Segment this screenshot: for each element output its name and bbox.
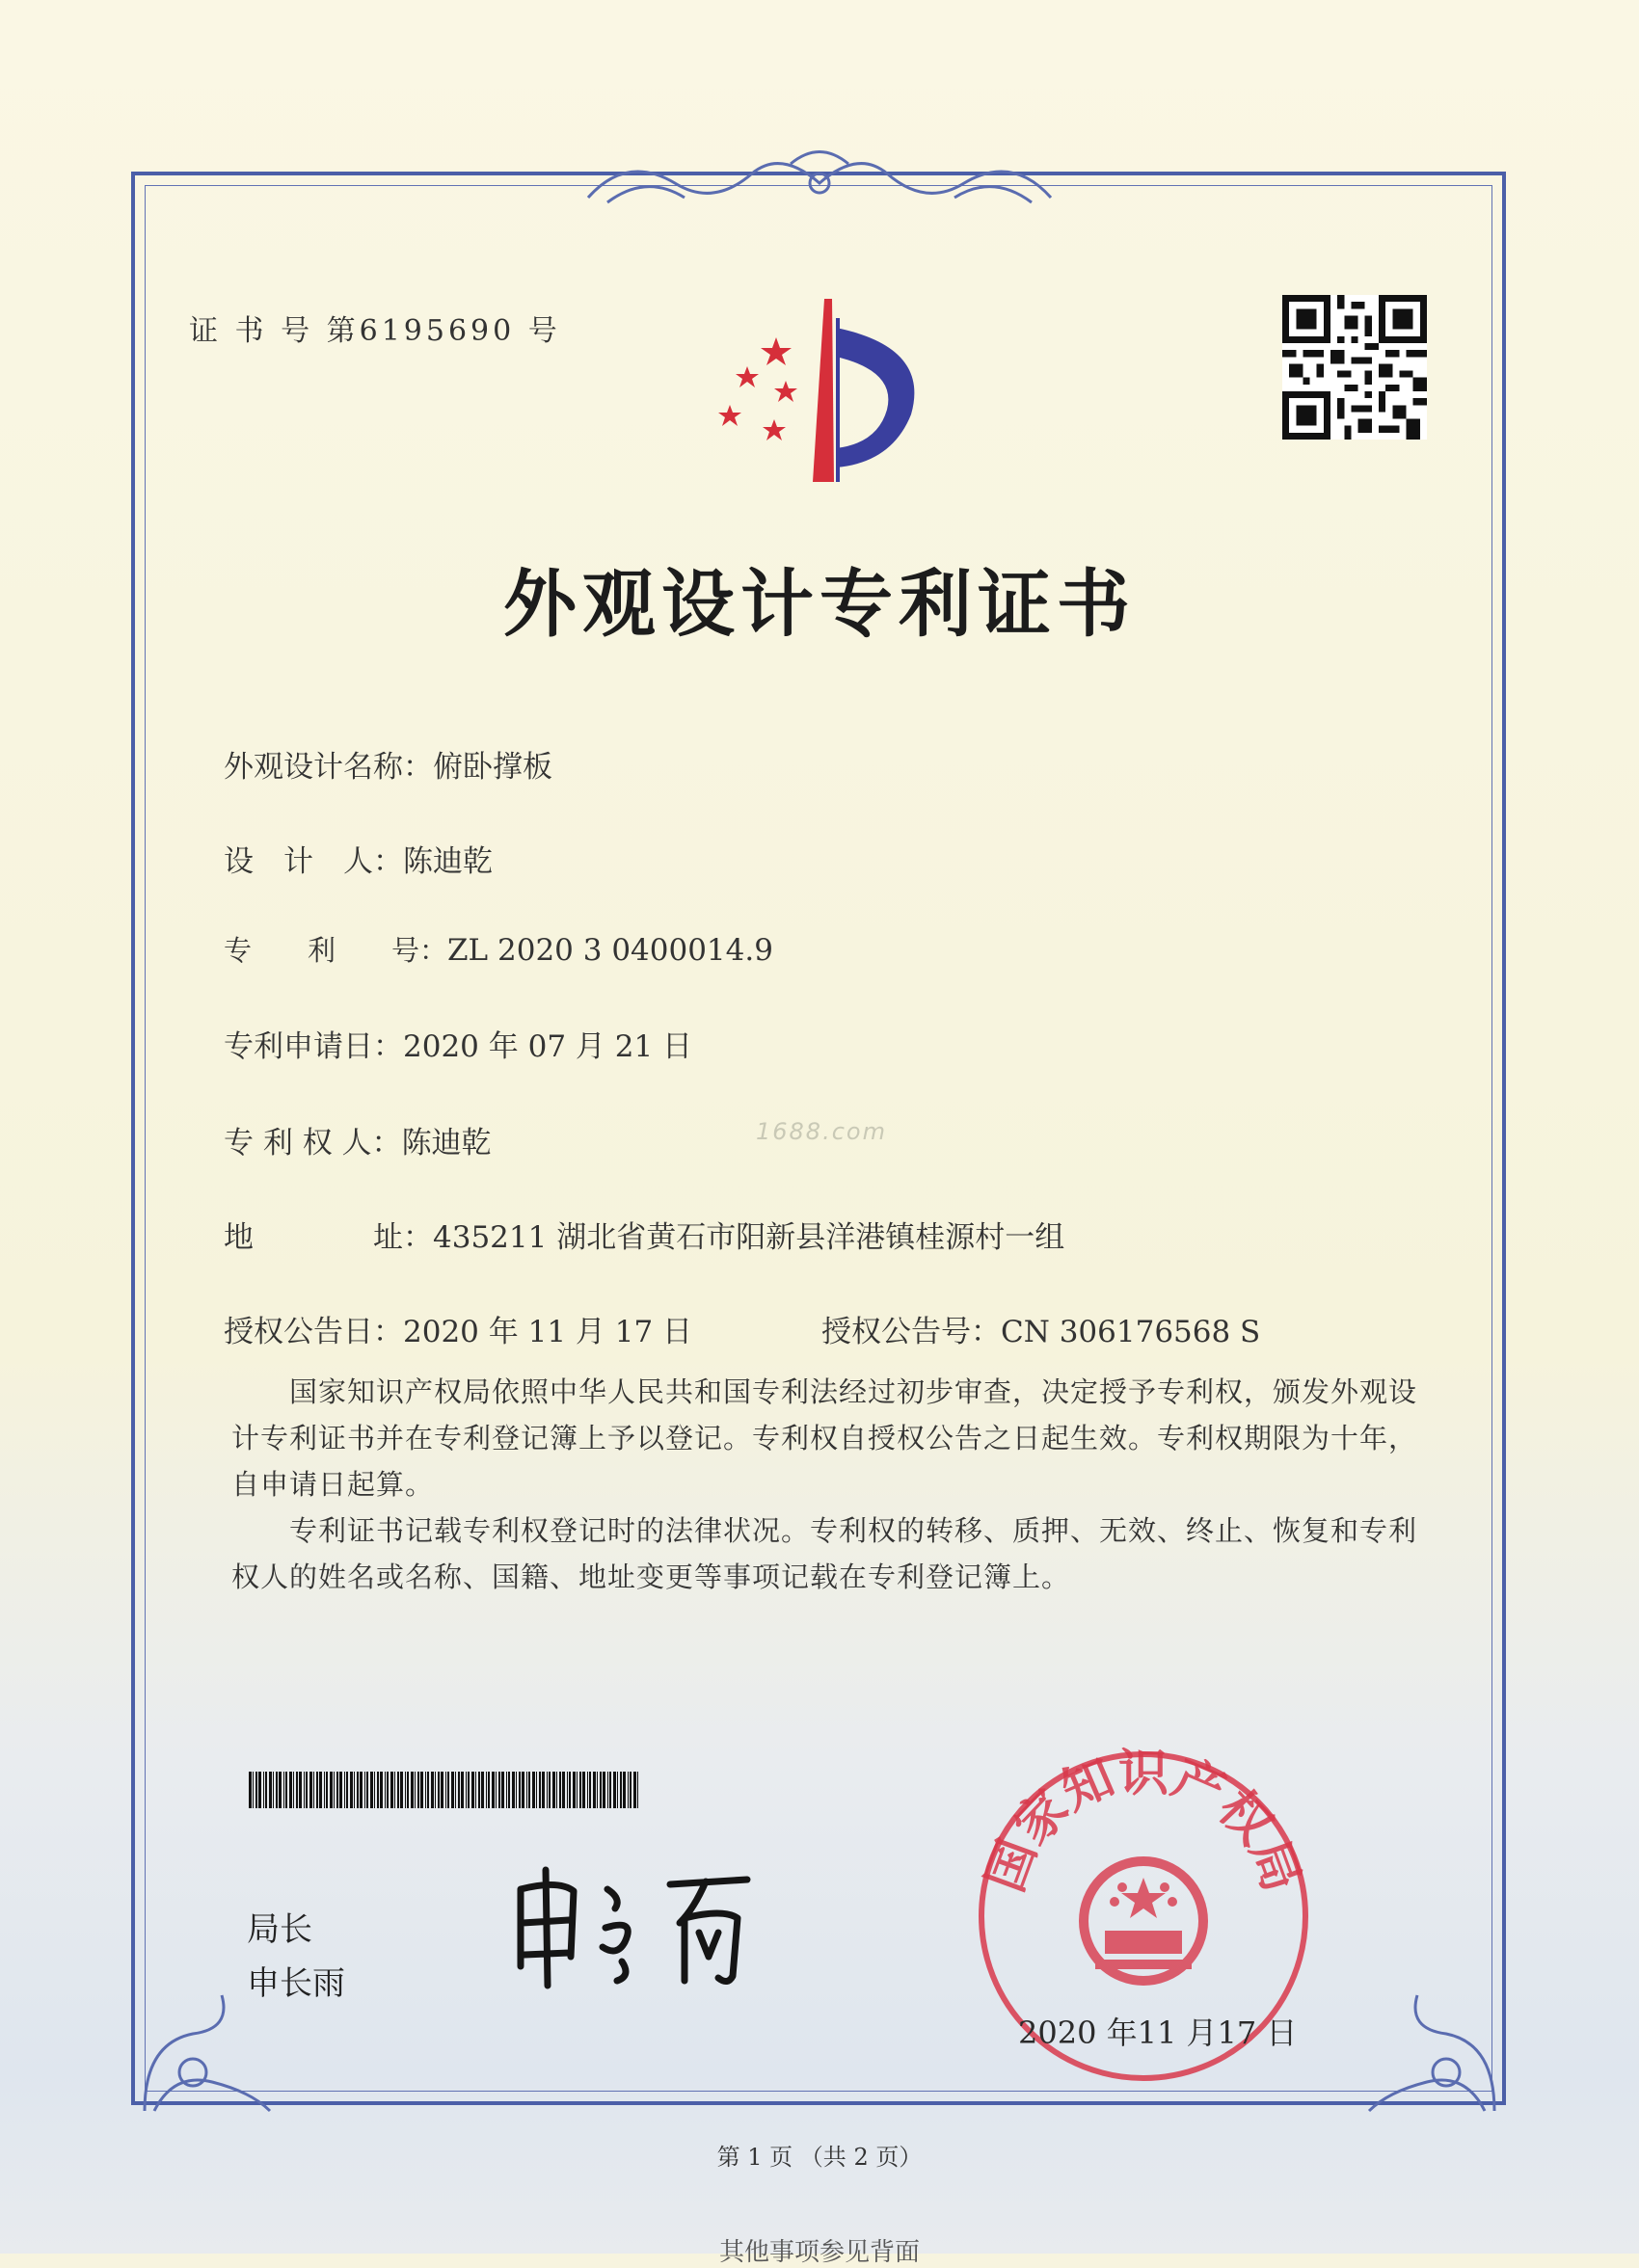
barcode-bar xyxy=(528,1772,530,1808)
barcode-bar xyxy=(415,1772,416,1808)
back-note: 其他事项参见背面 xyxy=(718,2238,920,2267)
application-date-label: 专利申请日： xyxy=(224,1029,403,1064)
barcode-bar xyxy=(249,1772,252,1808)
barcode-bar xyxy=(589,1772,591,1808)
designer-label: 设 计 人： xyxy=(224,844,403,879)
barcode-bar xyxy=(597,1772,598,1808)
barcode-bar xyxy=(617,1772,618,1808)
barcode-bar xyxy=(552,1772,555,1808)
barcode-bar xyxy=(306,1772,308,1808)
barcode-bar xyxy=(600,1772,602,1808)
barcode-bar xyxy=(370,1772,373,1808)
barcode-bar xyxy=(269,1772,272,1808)
barcode-bar xyxy=(405,1772,406,1808)
barcode-bar xyxy=(633,1772,636,1808)
barcode-bar xyxy=(609,1772,611,1808)
barcode-bar xyxy=(313,1772,314,1808)
barcode-bar xyxy=(445,1772,446,1808)
barcode-bar xyxy=(411,1772,414,1808)
barcode-bar xyxy=(435,1772,436,1808)
barcode-bar xyxy=(273,1772,274,1808)
barcode-bar xyxy=(289,1772,292,1808)
barcode-bar xyxy=(478,1772,480,1808)
page-number: 第 1 页 （共 2 页） xyxy=(716,2144,923,2171)
barcode-bar xyxy=(562,1772,565,1808)
director-signature xyxy=(501,1851,848,1995)
barcode-bar xyxy=(519,1772,521,1808)
barcode-bar xyxy=(447,1772,449,1808)
barcode-bar xyxy=(309,1772,312,1808)
application-date-field xyxy=(224,1022,692,1065)
barcode-bar xyxy=(466,1772,467,1808)
barcode-bar xyxy=(357,1772,359,1808)
patentee-field xyxy=(224,1118,492,1161)
barcode-bar xyxy=(324,1772,325,1808)
certificate-number: 证 书 号 第6195690 号 xyxy=(189,314,561,348)
grant-date-field xyxy=(224,1307,692,1350)
seal-text: 国家知识产权局 xyxy=(975,1744,1312,1900)
patent-number-value: ZL 2020 3 0400014.9 xyxy=(447,933,773,968)
design-name-field xyxy=(224,742,552,786)
barcode-bar xyxy=(253,1772,254,1808)
barcode-bar xyxy=(486,1772,487,1808)
patent-number-field xyxy=(224,929,773,969)
barcode-bar xyxy=(501,1772,504,1808)
design-name-value: 俯卧撑板 xyxy=(433,750,552,785)
barcode-bar xyxy=(455,1772,456,1808)
barcode-bar xyxy=(339,1772,342,1808)
barcode-bar xyxy=(407,1772,409,1808)
barcode-bar xyxy=(265,1772,267,1808)
barcode-bar xyxy=(326,1772,328,1808)
barcode-bar xyxy=(336,1772,338,1808)
barcode-bar xyxy=(258,1772,261,1808)
barcode-bar xyxy=(387,1772,389,1808)
barcode-bar xyxy=(516,1772,517,1808)
barcode-bar xyxy=(547,1772,548,1808)
barcode-bar xyxy=(607,1772,608,1808)
barcode-bar xyxy=(471,1772,474,1808)
qr-code xyxy=(1282,291,1427,443)
barcode-bar xyxy=(468,1772,470,1808)
legal-status-paragraph: 专利证书记载专利权登记时的法律状况。专利权的转移、质押、无效、终止、恢复和专利权人的姓名或名称、国籍、地址变更等事项记载在专利登记簿上。 xyxy=(231,1514,1418,1593)
barcode-bar xyxy=(390,1772,393,1808)
barcode-bar xyxy=(427,1772,429,1808)
grant-number-label: 授权公告号： xyxy=(821,1315,1001,1349)
barcode-bar xyxy=(492,1772,495,1808)
grant-number-field xyxy=(821,1307,1260,1350)
address-value: 435211 湖北省黄石市阳新县洋港镇桂源村一组 xyxy=(433,1220,1065,1255)
address-field xyxy=(224,1213,1064,1256)
top-ornament xyxy=(569,145,1070,222)
svg-text:国家知识产权局 xyxy=(976,1744,1311,1899)
barcode-bar xyxy=(346,1772,348,1808)
design-name-label: 外观设计名称： xyxy=(224,750,433,785)
barcode-bar xyxy=(559,1772,561,1808)
barcode-bar xyxy=(488,1772,490,1808)
designer-field xyxy=(224,837,493,880)
barcode-bar xyxy=(283,1772,284,1808)
barcode-bar xyxy=(587,1772,588,1808)
barcode-bar xyxy=(425,1772,426,1808)
grant-number-value: CN 306176568 S xyxy=(1001,1315,1261,1349)
barcode-bar xyxy=(506,1772,507,1808)
barcode-bar xyxy=(573,1772,576,1808)
barcode-bar xyxy=(522,1772,524,1808)
barcode-bar xyxy=(613,1772,616,1808)
barcode-bar xyxy=(438,1772,440,1808)
barcode-bar xyxy=(498,1772,500,1808)
barcode-bar xyxy=(567,1772,568,1808)
barcode-bar xyxy=(304,1772,305,1808)
patentee-value: 陈迪乾 xyxy=(401,1126,492,1161)
grant-statement-paragraph: 国家知识产权局依照中华人民共和国专利法经过初步审查，决定授予专利权，颁发外观设计专利证书并在专利登记簿上予以登记。专利权自授权公告之日起生效。专利权期限为十年，自申请日起算。 xyxy=(231,1375,1418,1501)
barcode-bar xyxy=(354,1772,355,1808)
barcode-bar xyxy=(508,1772,510,1808)
barcode-bar xyxy=(296,1772,298,1808)
barcode-bar xyxy=(630,1772,631,1808)
barcode-bar xyxy=(577,1772,578,1808)
watermark: 1688.com xyxy=(756,1118,887,1145)
barcode-bar xyxy=(360,1772,363,1808)
barcode-bar xyxy=(394,1772,395,1808)
barcode-bar xyxy=(536,1772,537,1808)
barcode-bar xyxy=(579,1772,581,1808)
barcode-bar xyxy=(255,1772,257,1808)
barcode-bar xyxy=(431,1772,434,1808)
patent-number-label: 专 利 号： xyxy=(224,934,448,967)
document-title: 外观设计专利证书 xyxy=(503,561,1136,647)
barcode-bar xyxy=(441,1772,443,1808)
barcode-bar xyxy=(512,1772,515,1808)
barcode-bar xyxy=(593,1772,596,1808)
barcode-bar xyxy=(330,1772,333,1808)
barcode-bar xyxy=(526,1772,527,1808)
barcode-bar xyxy=(417,1772,419,1808)
barcode-bar xyxy=(532,1772,535,1808)
barcode xyxy=(249,1772,644,1808)
seal-date: 2020 年11 月17 日 xyxy=(1018,2015,1298,2051)
address-label: 地 址： xyxy=(224,1220,433,1255)
designer-value: 陈迪乾 xyxy=(403,844,493,879)
barcode-bar xyxy=(542,1772,545,1808)
barcode-bar xyxy=(458,1772,460,1808)
barcode-bar xyxy=(377,1772,379,1808)
barcode-bar xyxy=(496,1772,497,1808)
barcode-bar xyxy=(285,1772,287,1808)
grant-date-value: 2020 年 11 月 17 日 xyxy=(403,1315,693,1349)
barcode-bar xyxy=(556,1772,557,1808)
barcode-bar xyxy=(366,1772,368,1808)
barcode-bar xyxy=(263,1772,264,1808)
barcode-bar xyxy=(350,1772,353,1808)
barcode-bar xyxy=(582,1772,585,1808)
barcode-bar xyxy=(293,1772,294,1808)
application-date-value: 2020 年 07 月 21 日 xyxy=(403,1029,693,1064)
barcode-bar xyxy=(344,1772,345,1808)
barcode-bar xyxy=(628,1772,629,1808)
barcode-bar xyxy=(461,1772,464,1808)
barcode-bar xyxy=(364,1772,365,1808)
barcode-bar xyxy=(299,1772,302,1808)
barcode-bar xyxy=(397,1772,399,1808)
barcode-bar xyxy=(420,1772,423,1808)
barcode-bar xyxy=(385,1772,386,1808)
barcode-bar xyxy=(451,1772,454,1808)
barcode-bar xyxy=(549,1772,551,1808)
barcode-bar xyxy=(276,1772,278,1808)
corner-ornament-bottom-right xyxy=(1350,1966,1504,2121)
barcode-bar xyxy=(475,1772,476,1808)
barcode-bar xyxy=(400,1772,403,1808)
barcode-bar xyxy=(569,1772,571,1808)
grant-date-label: 授权公告日： xyxy=(224,1315,403,1349)
barcode-bar xyxy=(380,1772,383,1808)
barcode-bar xyxy=(603,1772,605,1808)
barcode-bar xyxy=(620,1772,622,1808)
patentee-label: 专 利 权 人： xyxy=(224,1126,402,1161)
barcode-bar xyxy=(374,1772,375,1808)
barcode-bar xyxy=(334,1772,335,1808)
director-title: 局长 xyxy=(247,1910,312,1949)
director-name: 申长雨 xyxy=(247,1964,345,2003)
barcode-bar xyxy=(316,1772,318,1808)
barcode-bar xyxy=(637,1772,638,1808)
barcode-bar xyxy=(481,1772,484,1808)
cnipa-logo xyxy=(680,289,930,492)
barcode-bar xyxy=(539,1772,541,1808)
barcode-bar xyxy=(319,1772,322,1808)
barcode-bar xyxy=(279,1772,282,1808)
barcode-bar xyxy=(623,1772,626,1808)
